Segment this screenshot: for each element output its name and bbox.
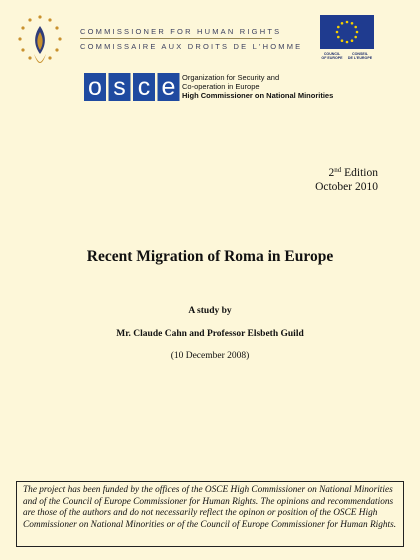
edition-label bbox=[315, 163, 378, 180]
osce-name-line2: Co-operation in Europe bbox=[182, 82, 260, 91]
edition-suffix: nd bbox=[334, 166, 342, 174]
coe-label-en-line2: OF EUROPE bbox=[321, 56, 343, 61]
disclaimer-box: The project has been funded by the offices of the OSCE High Commissioner on National Minorities and of the Council of Europe Commissioner for Human Rights. The opinions and recommendations are those of the authors and do not necessarily reflect the opinon or position of the OSCE High Commissioner on National Minorities or of the Council of Europe Commissioner for Human Rights. bbox=[16, 481, 404, 547]
svg-text:o: o bbox=[88, 73, 102, 101]
osce-logo-icon bbox=[84, 73, 180, 101]
coe-label-fr-line2: DE L'EUROPE bbox=[347, 56, 373, 61]
edition-date: October 2010 bbox=[315, 181, 378, 193]
coe-label-en-line1: COUNCIL bbox=[323, 52, 341, 56]
osce-hcnm-line: High Commissioner on National Minorities bbox=[182, 91, 334, 100]
coe-label-en bbox=[318, 52, 346, 60]
council-of-europe-flag-icon bbox=[320, 15, 374, 49]
commissioner-title-fr: COMMISSAIRE AUX DROITS DE L'HOMME bbox=[80, 42, 303, 51]
edition-number: 2 bbox=[328, 167, 335, 179]
document-title: Recent Migration of Roma in Europe bbox=[86, 248, 334, 265]
coe-label-fr-line1: CONSEIL bbox=[352, 52, 368, 56]
coe-label-fr bbox=[346, 52, 374, 60]
svg-text:c: c bbox=[137, 73, 151, 101]
osce-name-line1: Organization for Security and bbox=[182, 73, 280, 82]
study-by-label: A study by bbox=[188, 306, 232, 316]
header-divider bbox=[80, 38, 272, 39]
edition-block bbox=[315, 163, 378, 194]
study-date: (10 December 2008) bbox=[170, 351, 250, 361]
commissioner-logo-icon bbox=[14, 12, 66, 74]
commissioner-title-en: COMMISSIONER FOR HUMAN RIGHTS bbox=[80, 27, 282, 36]
svg-text:e: e bbox=[161, 73, 176, 101]
authors: Mr. Claude Cahn and Professor Elsbeth Guild bbox=[116, 329, 304, 339]
svg-text:s: s bbox=[113, 73, 126, 101]
edition-word: Edition bbox=[344, 167, 378, 179]
